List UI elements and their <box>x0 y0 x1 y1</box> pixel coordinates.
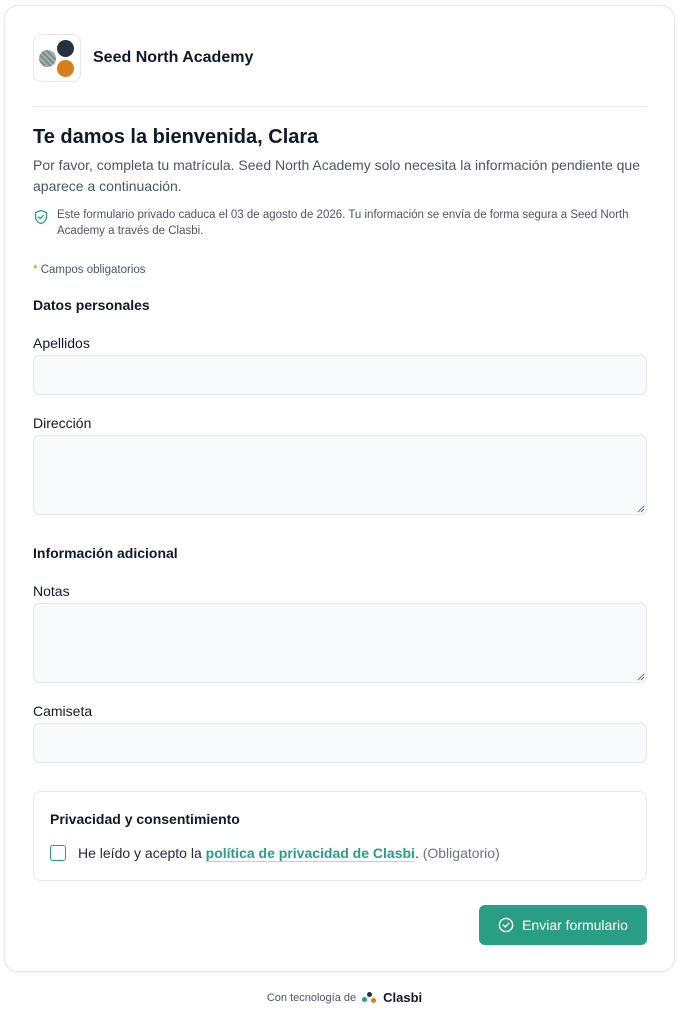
clasbi-brand[interactable]: Clasbi <box>383 990 423 1005</box>
required-text: Campos obligatorios <box>40 264 146 276</box>
submit-label: Enviar formulario <box>522 917 628 933</box>
privacy-policy-link[interactable]: política de privacidad de Clasbi <box>205 845 415 861</box>
clasbi-logo-icon <box>362 991 378 1005</box>
consent-prefix: He leído y acepto la <box>78 845 206 861</box>
required-fields-note <box>33 264 146 276</box>
welcome-title: Te damos la bienvenida, Clara <box>33 126 319 148</box>
org-name: Seed North Academy <box>93 49 254 66</box>
privacy-note-text: Este formulario privado caduca el 03 de agosto de 2026. Tu información se envía de forma segura a Seed North Academy a través de Clasbi. <box>57 209 629 237</box>
direccion-label: Dirección <box>33 415 92 431</box>
form-card <box>4 5 675 972</box>
resize-grip-icon[interactable] <box>635 503 645 513</box>
intro-text: Por favor, completa tu matrícula. Seed North Academy solo necesita la información pendiente que aparece a continuación. <box>33 157 641 194</box>
consent-box <box>33 791 647 881</box>
powered-by-text: Con tecnología de <box>266 991 357 1004</box>
camiseta-input[interactable] <box>33 723 647 763</box>
consent-required-label: (Obligatorio) <box>418 845 500 861</box>
submit-button[interactable] <box>479 905 647 945</box>
section-additional-title: Información adicional <box>33 545 178 561</box>
consent-text <box>78 845 500 861</box>
check-circle-icon <box>498 917 514 933</box>
org-logo <box>33 34 81 82</box>
consent-checkbox[interactable] <box>50 845 66 861</box>
required-star: * <box>33 264 38 276</box>
notas-label: Notas <box>33 583 70 599</box>
consent-title: Privacidad y consentimiento <box>50 811 240 827</box>
resize-grip-icon[interactable] <box>635 671 645 681</box>
privacy-note <box>33 207 647 239</box>
direccion-textarea[interactable] <box>33 435 647 515</box>
consent-row <box>50 845 500 861</box>
shield-check-icon <box>33 209 49 225</box>
section-personal-title: Datos personales <box>33 297 150 313</box>
footer <box>0 990 689 1005</box>
camiseta-label: Camiseta <box>33 703 93 719</box>
header-divider <box>33 106 647 107</box>
consent-suffix: . <box>414 845 419 861</box>
org-header <box>33 34 253 82</box>
apellidos-input[interactable] <box>33 355 647 395</box>
apellidos-label: Apellidos <box>33 335 90 351</box>
notas-textarea[interactable] <box>33 603 647 683</box>
